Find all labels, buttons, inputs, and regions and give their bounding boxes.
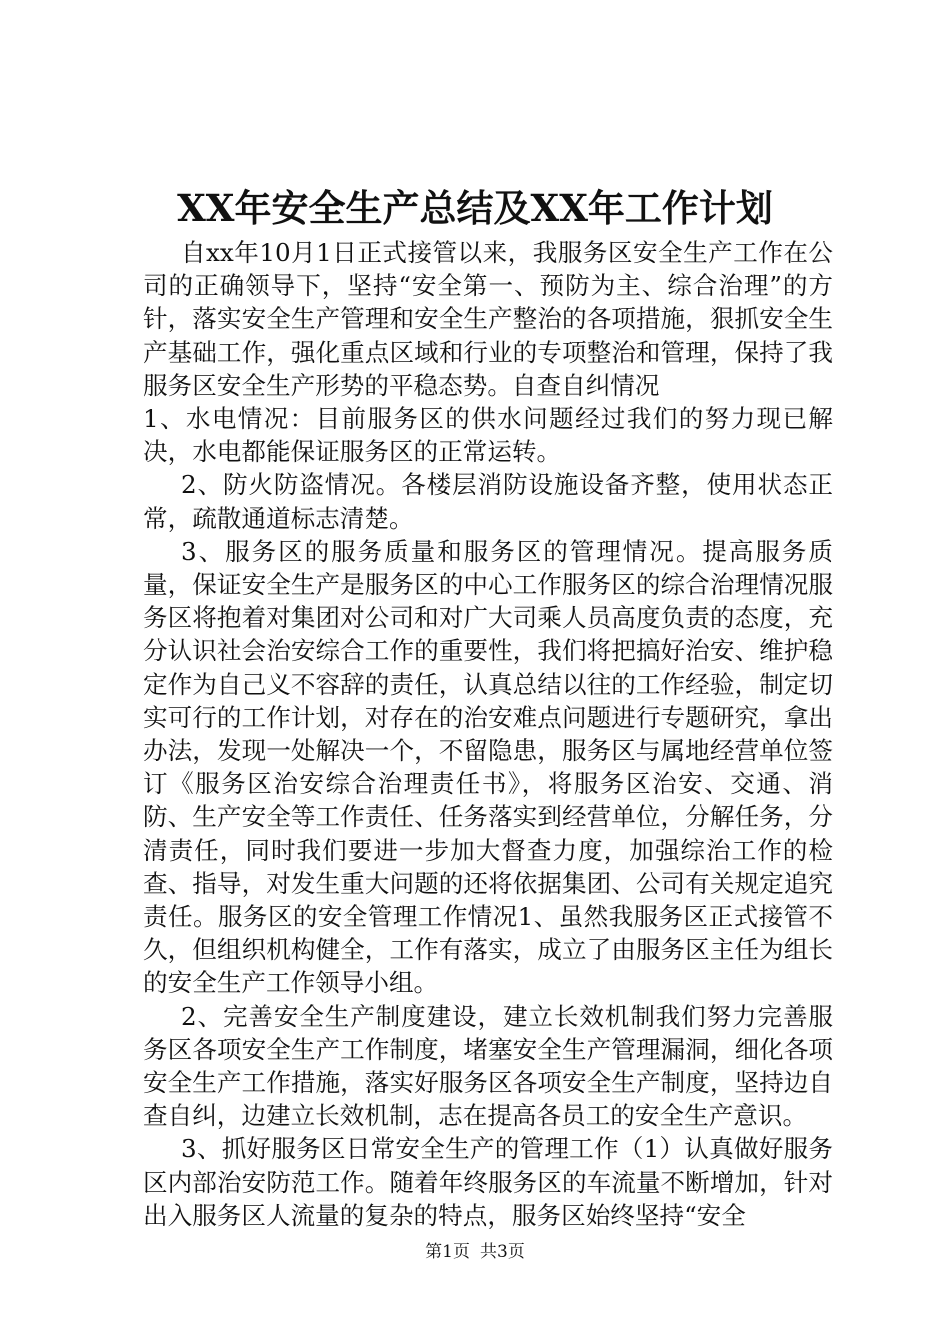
paragraph-service-quality: 3、服务区的服务质量和服务区的管理情况。提高服务质量，保证安全生产是服务区的中心工作服务区的综合治理情况服务区将抱着对集团对公司和对广大司乘人员高度负责的态度，充分认识社会治安综合工作的重要性，我们将把搞好治安、维护稳定作为自己义不容辞的责任，认真总结以往的工作经验，制定切实可行的工作计划，对存在的治安难点问题进行专题研究，拿出办法，发现一处解决一个，不留隐患，服务区与属地经营单位签订《服务区治安综合治理责任书》，将服务区治安、交通、消防、生产安全等工作责任、任务落实到经营单位，分解任务，分清责任，同时我们要进一步加大督查力度，加强综治工作的检查、指导，对发生重大问题的还将依据集团、公司有关规定追究责任。服务区的安全管理工作情况1、虽然我服务区正式接管不久，但组织机构健全，工作有落实，成立了由服务区主任为组长的安全生产工作领导小组。	[143, 536, 833, 998]
paragraph-fire-theft: 2、防火防盗情况。各楼层消防设施设备齐整，使用状态正常，疏散通道标志清楚。	[143, 470, 833, 533]
page-number: 第1页	[425, 1242, 470, 1262]
document-title: XX年安全生产总结及XX年工作计划	[177, 186, 773, 230]
paragraph-safety-system: 2、完善安全生产制度建设，建立长效机制我们努力完善服务区各项安全生产工作制度，堵塞安全生产管理漏洞，细化各项安全生产工作措施，落实好服务区各项安全生产制度，坚持边自查自纠，边建立长效机制，志在提高各员工的安全生产意识。	[143, 1001, 833, 1131]
paragraph-intro: 自xx年10月1日正式接管以来，我服务区安全生产工作在公司的正确领导下，坚持“安全第一、预防为主、综合治理”的方针，落实安全生产管理和安全生产整治的各项措施，狠抓安全生产基础工作，强化重点区域和行业的专项整治和管理，保持了我服务区安全生产形势的平稳态势。自查自纠情况	[143, 238, 833, 400]
paragraph-daily-management: 3、抓好服务区日常安全生产的管理工作（1）认真做好服务区内部治安防范工作。随着年终服务区的车流量不断增加，针对出入服务区人流量的复杂的特点，服务区始终坚持“安全	[143, 1134, 833, 1230]
page-total: 共3页	[480, 1242, 525, 1262]
page-footer	[0, 1240, 950, 1264]
paragraph-water-electric: 1、水电情况：目前服务区的供水问题经过我们的努力现已解决，水电都能保证服务区的正常运转。	[143, 404, 833, 467]
document-body	[143, 236, 833, 1232]
